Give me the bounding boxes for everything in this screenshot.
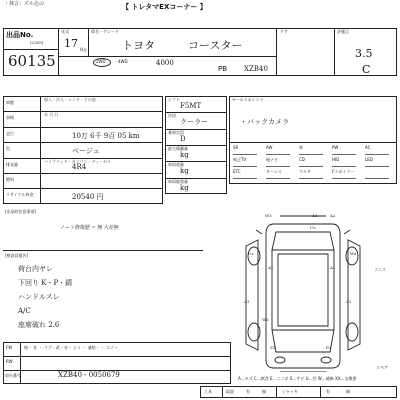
spec-row-label: リサイクル料金 (6, 192, 34, 198)
equipment-underline (332, 154, 356, 155)
diagram-mark-s1: S1 (270, 345, 276, 350)
mid-row-value: D (180, 134, 186, 143)
diagram-mark-a1-right: A1 (330, 265, 336, 270)
equipment-option: AW (266, 145, 273, 150)
diagram-mark-a1-top: A1 (312, 213, 318, 218)
notes-label: [出品時注意事項] (5, 209, 37, 214)
spec-row-value: 10万 6千 9百 05 km (72, 131, 140, 140)
name-label: 車名・グレード (91, 29, 119, 34)
month-unit: 月 (83, 48, 87, 53)
spec-row-options: 個人・法人・レンタ・その他 (44, 97, 96, 102)
equipment-underline (233, 154, 257, 155)
diagram-mark-w2: W2 (262, 317, 269, 322)
mid-row-value: クーラー (180, 118, 208, 127)
sales-point-item: ・バックカメラ (240, 118, 289, 126)
diagram-mark-uz: Uz (248, 251, 254, 256)
diagram-mark-uz-top: Uz (310, 225, 316, 230)
spec-row-label: 車検 (6, 115, 14, 121)
make-name: トヨタ (122, 39, 155, 52)
equipment-option: CD (299, 157, 305, 162)
inspector-note: 座席破れ 2.6 (18, 321, 60, 329)
sales-point-frame (229, 96, 397, 184)
model-code-prefix: PB (218, 65, 228, 73)
mid-row-label: 乗車定員 (168, 129, 184, 135)
row-divider (3, 173, 163, 174)
model-name: コースター (188, 39, 243, 52)
row-divider (3, 127, 163, 128)
row-divider (3, 142, 163, 143)
diagram-mark-a1-lower-right: A1 (346, 299, 352, 304)
sheet-title: 【 トレタマEXコーナー 】 (122, 3, 207, 11)
spec-row-label: 走行 (6, 130, 14, 136)
spec-row-label: 車歴 (6, 100, 14, 105)
spare-label: スペア (376, 365, 388, 370)
equipment-underline (365, 178, 389, 179)
mid-row-value: F5MT (180, 102, 202, 110)
mid-row-label: 冷房 (168, 113, 176, 119)
diagram-mark-w3: W3 (265, 213, 272, 218)
sales-point-label: セールスポイント (232, 97, 264, 102)
damage-legend: A…キズ C…腐食 E…ニコボ S…サビ U…凹 W…補修 XX…交換要 (238, 376, 357, 381)
equipment-underline (266, 178, 290, 179)
equipment-underline (299, 154, 323, 155)
inspection-label: [検査員報告] (5, 253, 29, 258)
equipment-option: 純ナビ (266, 157, 278, 162)
spec-row-options: ハイブリッド・ガソリン・ディーゼル (44, 158, 112, 164)
equipment-underline (266, 166, 290, 167)
mid-row-value: kg (180, 183, 189, 192)
spec-row-options: 年 月 日 (44, 112, 59, 118)
equipment-option: AC (365, 145, 371, 150)
score-label: 評価点 (337, 29, 349, 34)
footer-item: 無 (346, 389, 350, 394)
diagram-mark-a1-left: A1 (268, 265, 274, 270)
spec-row-value: 20540 円 (72, 193, 104, 202)
equipment-option: PW (332, 145, 339, 150)
row-divider (3, 111, 163, 112)
equipment-option: 革 (299, 145, 303, 150)
spec-row-value: ベージュ (72, 147, 100, 156)
displacement-value: 4000 (156, 59, 174, 67)
equipment-underline (332, 178, 356, 179)
footer-divider (276, 386, 277, 398)
equipment-option: LED (365, 157, 373, 162)
mid-row-value: kg (180, 167, 189, 176)
mid-row-label: 車両重量 (168, 162, 184, 168)
grid-chassis-label: 車台番号 (5, 373, 21, 378)
equipment-option: マルチ (299, 169, 311, 174)
score-value: 3.5 (355, 47, 373, 60)
inspector-note: A/C (18, 307, 31, 315)
footer-item: 有 (326, 389, 330, 394)
inspector-note: ハンドルスレ (18, 293, 60, 301)
footer-item: 無 (262, 389, 266, 394)
footer-divider (222, 386, 223, 398)
equipment-option: HID (332, 157, 340, 162)
drive-2wd: 2WD (96, 59, 106, 64)
door-label: ドア (280, 29, 288, 34)
mid-row-label: 最大積載量 (168, 145, 188, 151)
grid-fw-items: 純・ 社 ・ ラブ・改・ガ・ シミ ・ 凍結・ ・ スノー (24, 345, 119, 350)
inspector-note: 荷台内ヤレ (18, 265, 53, 273)
vehicle-damage-diagram (236, 210, 370, 372)
lot-label: 出品No. (6, 31, 34, 39)
year-label: 年式 (61, 29, 69, 34)
drive-4wd: ・4WD (114, 59, 128, 64)
lot-number: 60135 (8, 52, 56, 70)
diagram-mark-note: ソニス (374, 267, 386, 272)
spec-row-label: 燃料 (6, 177, 14, 182)
equipment-option: Fスポイラー (332, 169, 355, 174)
row-divider (3, 188, 163, 189)
diagram-mark-a2: A2 (330, 213, 336, 218)
equipment-underline (233, 166, 257, 167)
header-note: ・抹言：ズル込の (4, 1, 45, 7)
footer-item: ジャッキ (282, 389, 298, 394)
equipment-underline (365, 166, 389, 167)
mid-row-value: kg (180, 150, 189, 159)
footer-item: 工具 (204, 389, 212, 394)
footer-item: 取説 (226, 389, 234, 394)
spec-row-label: 色 (6, 146, 10, 152)
chassis-number: XZB40 - 0050679 (58, 371, 120, 379)
equipment-option: キーレス (266, 169, 282, 174)
equipment-underline (365, 154, 389, 155)
equipment-underline (299, 166, 323, 167)
lot-small-number: (2355) (30, 40, 44, 45)
diagram-mark-wz: Wz (350, 251, 357, 256)
interior-grade: C (362, 63, 371, 76)
mid-row-label: 車両総重量 (168, 178, 188, 184)
spec-row-value: 4R4 (72, 162, 87, 171)
inspector-note: 下回り K・P・錆 (18, 279, 73, 287)
notes-text: ノート修復歴 = 無 大差無 (60, 225, 119, 231)
footer-item: 有 (246, 389, 250, 394)
equipment-underline (299, 178, 323, 179)
equipment-underline (266, 154, 290, 155)
footer-divider (320, 386, 321, 398)
diagram-mark-a1-lower: A1 (244, 299, 250, 304)
equipment-option: SR (233, 145, 239, 150)
diagram-mark-p2: P2 (326, 345, 332, 350)
grid-rw-label: RW (6, 359, 13, 364)
equipment-option: 純正TV (233, 157, 247, 162)
grid-fw-label: FW (6, 345, 13, 350)
spec-row-label: 排気量 (6, 161, 18, 167)
year-value: 17 (64, 37, 78, 50)
equipment-underline (233, 178, 257, 179)
model-code: XZB40 (244, 65, 268, 73)
mid-row-label: シフト (168, 97, 180, 102)
equipment-option: ETC (233, 169, 241, 174)
equipment-underline (332, 166, 356, 167)
month-value: 8 (80, 47, 84, 53)
